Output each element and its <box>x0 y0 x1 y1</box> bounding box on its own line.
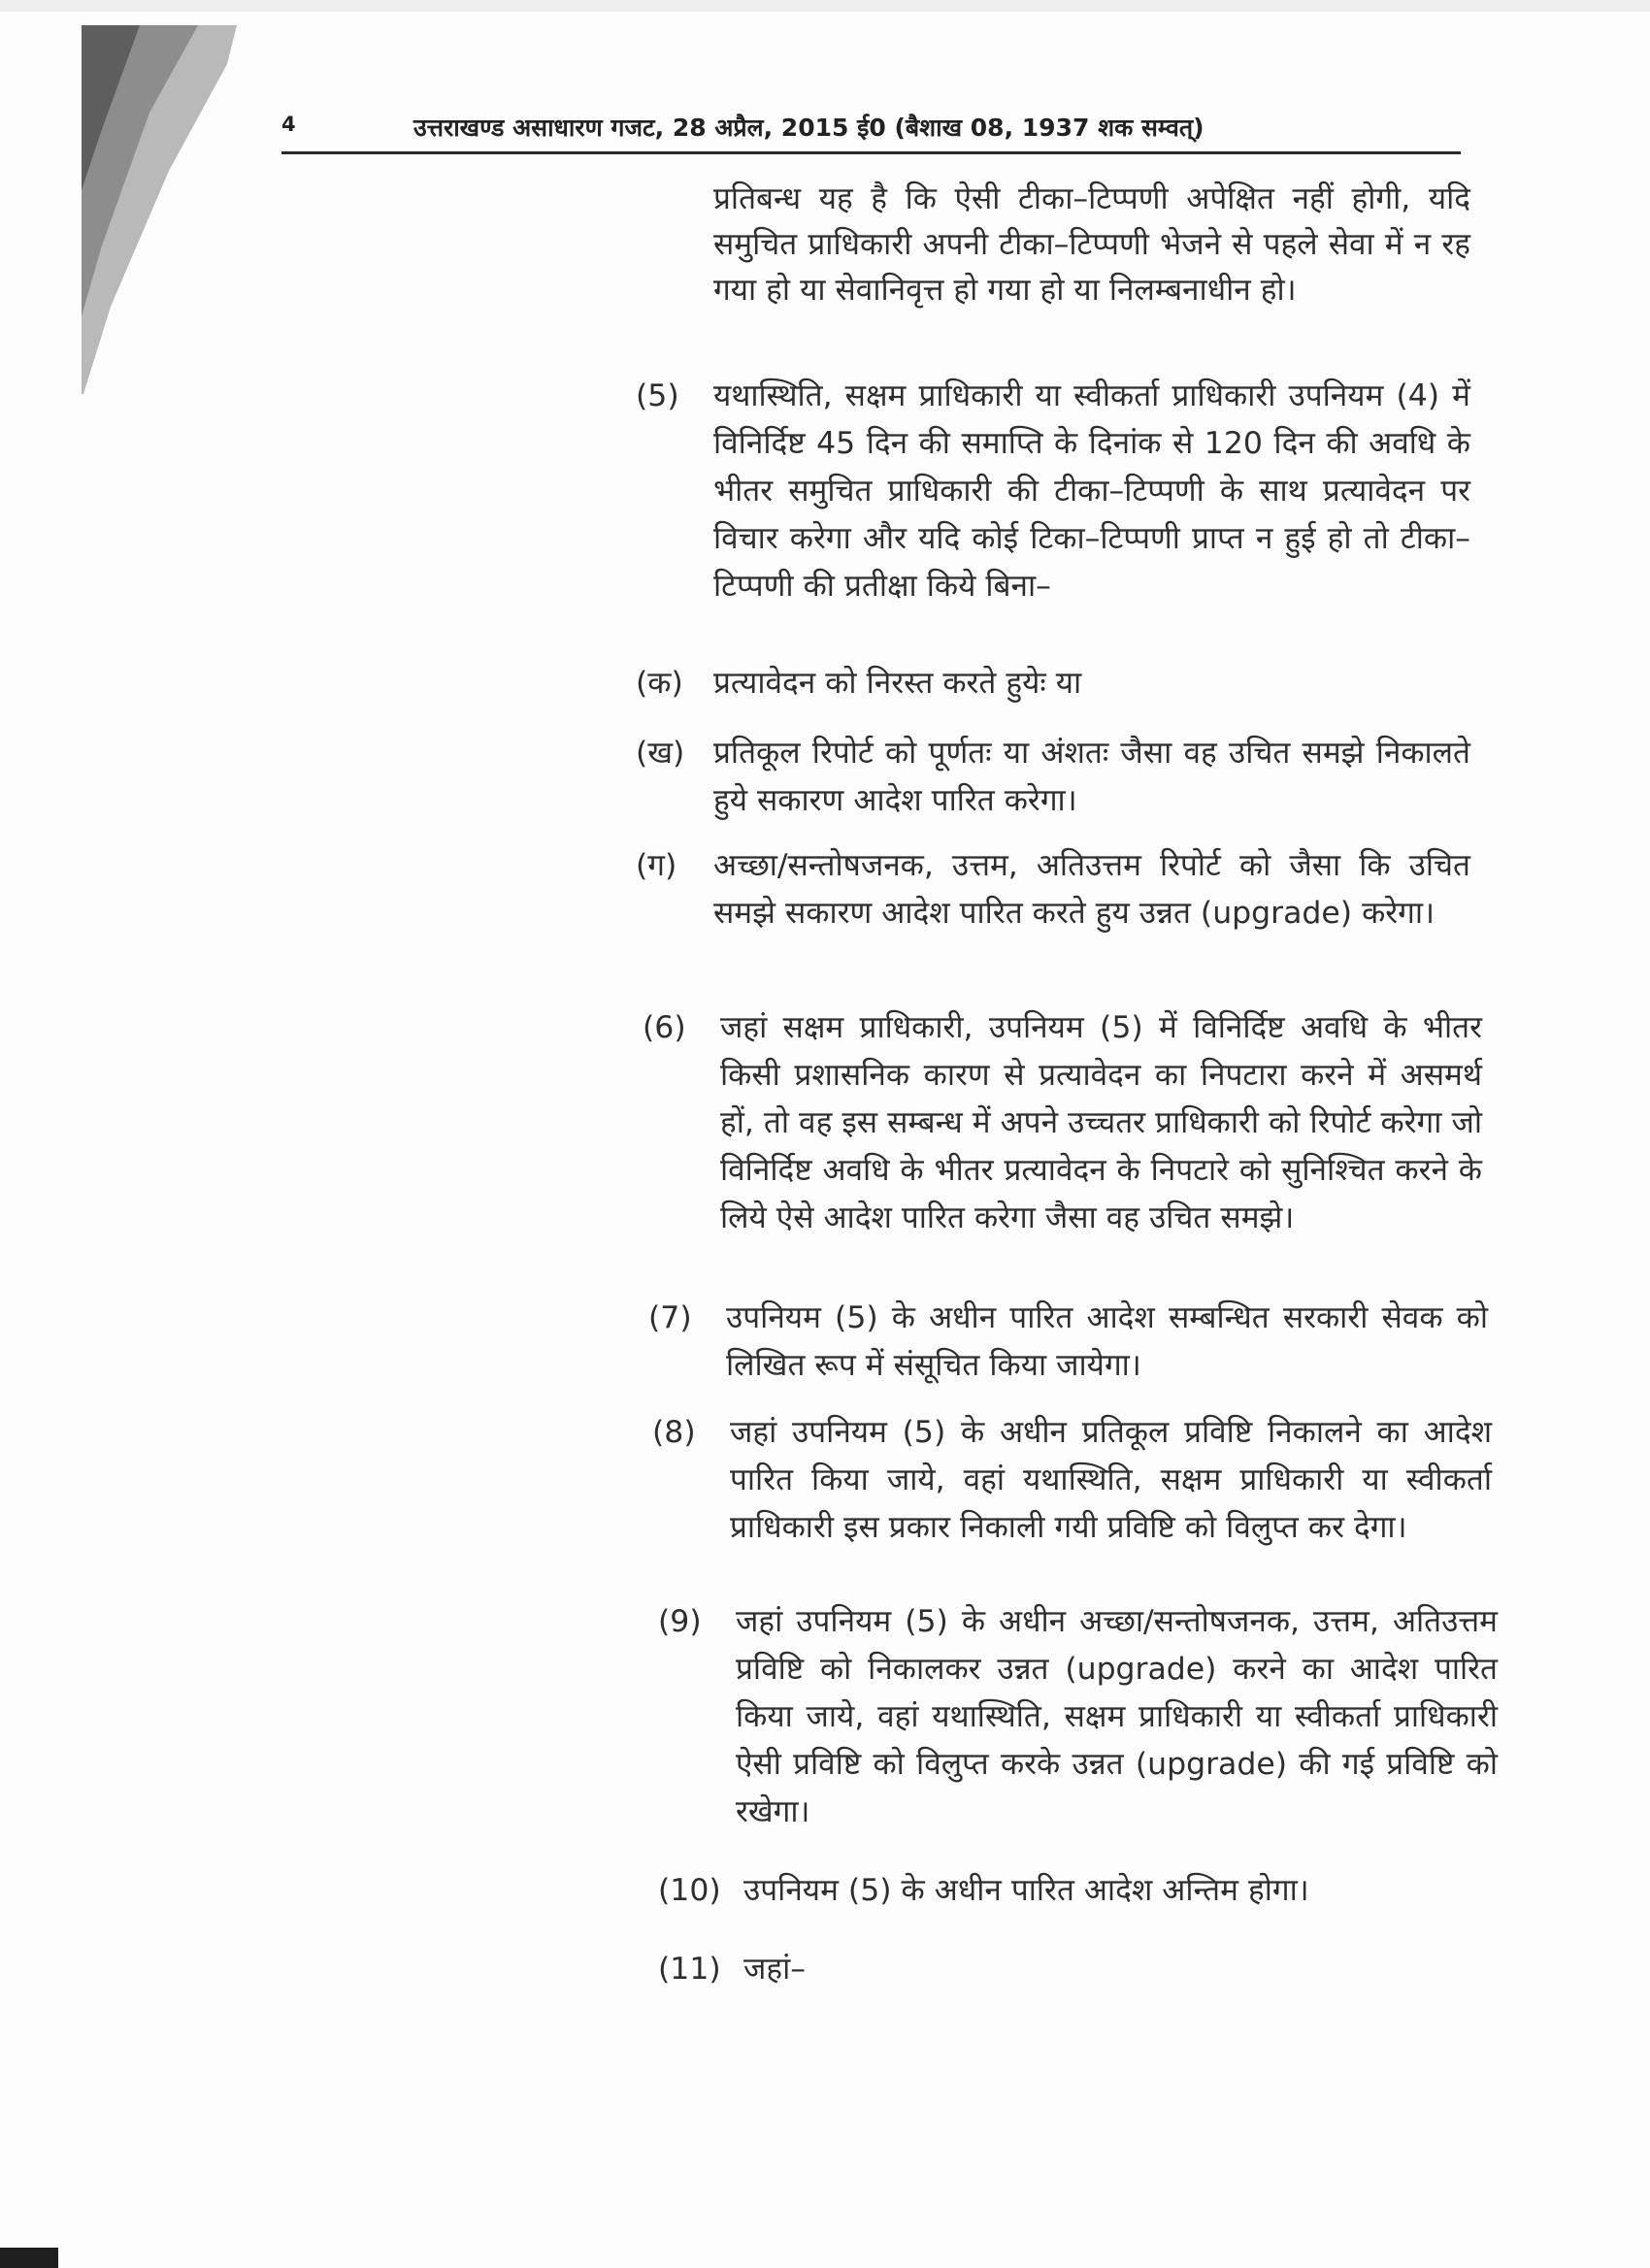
clause-text: यथास्थिति, सक्षम प्राधिकारी या स्वीकर्ता प्राधिकारी उपनियम (4) में विनिर्दिष्ट 45 दिन की समाप्ति के दिनांक से 120 दिन की अवधि के भीतर समुचित प्राधिकारी की टीका–टिप्पणी के साथ प्रत्यावेदन पर विचार करेगा और यदि कोई टिका–टिप्पणी प्राप्त न हुई हो तो टीका–टिप्पणी की प्रतीक्षा किये बिना– <box>713 378 1470 604</box>
clause-text: प्रत्यावेदन को निरस्त करते हुयेः या <box>713 666 1082 701</box>
clause-text: जहां सक्षम प्राधिकारी, उपनियम (5) में विनिर्दिष्ट अवधि के भीतर किसी प्रशासनिक कारण से प्रत्यावेदन का निपटारा करने में असमर्थ हों, तो वह इस सम्बन्ध में अपने उच्चतर प्राधिकारी को रिपोर्ट करेगा जो विनिर्दिष्ट अवधि के भीतर प्रत्यावेदन के निपटारे को सुनिश्चित करने के लिये ऐसे आदेश पारित करेगा जैसा वह उचित समझे। <box>720 1010 1482 1235</box>
clause-text: जहां उपनियम (5) के अधीन प्रतिकूल प्रविष्टि निकालने का आदेश पारित किया जाये, वहां यथास्थिति, सक्षम प्राधिकारी या स्वीकर्ता प्राधिकारी इस प्रकार निकाली गयी प्रविष्टि को विलुप्त कर देगा। <box>730 1415 1492 1545</box>
clause-number: (ख) <box>636 736 685 771</box>
gazette-header <box>281 109 1461 154</box>
clause-number: (11) <box>658 1952 721 1987</box>
clause-text: अच्छा/सन्तोषजनक, उत्तम, अतिउत्तम रिपोर्ट को जैसा कि उचित समझे सकारण आदेश पारित करते हुय उन्नत (upgrade) करेगा। <box>713 848 1470 931</box>
clause-6 <box>643 1004 1487 1296</box>
scan-top-edge <box>0 0 1650 12</box>
clause-text: जहां उपनियम (5) के अधीन अच्छा/सन्तोषजनक, उत्तम, अतिउत्तम प्रविष्टि को निकालकर उन्नत (upgrade) करने का आदेश पारित किया जाये, वहां यथास्थिति, सक्षम प्राधिकारी या स्वीकर्ता प्राधिकारी ऐसी प्रविष्टि को विलुप्त करके उन्नत (upgrade) की गई प्रविष्टि को रखेगा। <box>736 1604 1498 1829</box>
clause-text: जहां– <box>743 1952 807 1987</box>
clause-text: उपनियम (5) के अधीन पारित आदेश सम्बन्धित सरकारी सेवक को लिखित रूप में संसूचित किया जायेगा। <box>726 1300 1488 1383</box>
clause-number: (6) <box>643 1010 686 1045</box>
clause-11 <box>658 1946 1502 1994</box>
subclause-ka <box>636 660 1480 708</box>
clause-10 <box>658 1867 1502 1916</box>
clause-text: प्रतिकूल रिपोर्ट को पूर्णतः या अंशतः जैसा वह उचित समझे निकालते हुये सकारण आदेश पारित करेगा। <box>713 736 1470 818</box>
scan-shadow-mark <box>82 25 237 394</box>
clause-9 <box>658 1598 1502 1841</box>
clause-number: (ग) <box>636 848 677 883</box>
clause-number: (8) <box>652 1415 696 1450</box>
clause-5 <box>636 373 1480 664</box>
clause-number: (9) <box>658 1604 702 1639</box>
clause-7 <box>648 1295 1493 1392</box>
clause-text: उपनियम (5) के अधीन पारित आदेश अन्तिम होगा। <box>743 1873 1309 1908</box>
subclause-ga <box>636 842 1480 988</box>
clause-number: (7) <box>648 1300 692 1335</box>
gazette-title: उत्तराखण्ड असाधारण गजट, 28 अप्रैल, 2015 ई0 (बैशाख 08, 1937 शक सम्वत्) <box>413 114 1204 142</box>
clause-number: (5) <box>636 378 679 413</box>
scan-bottom-edge <box>0 2248 58 2268</box>
subclause-kha <box>636 730 1480 827</box>
clause-number: (क) <box>636 666 683 701</box>
clause-number: (10) <box>658 1873 721 1908</box>
proviso-paragraph: प्रतिबन्ध यह है कि ऐसी टीका–टिप्पणी अपेक्षित नहीं होगी, यदि समुचित प्राधिकारी अपनी टीका–टिप्पणी भेजने से पहले सेवा में न रह गया हो या सेवानिवृत्त हो गया हो या निलम्बनाधीन हो। <box>713 181 1470 308</box>
clause-8 <box>652 1409 1497 1603</box>
page-number: 4 <box>281 113 296 136</box>
